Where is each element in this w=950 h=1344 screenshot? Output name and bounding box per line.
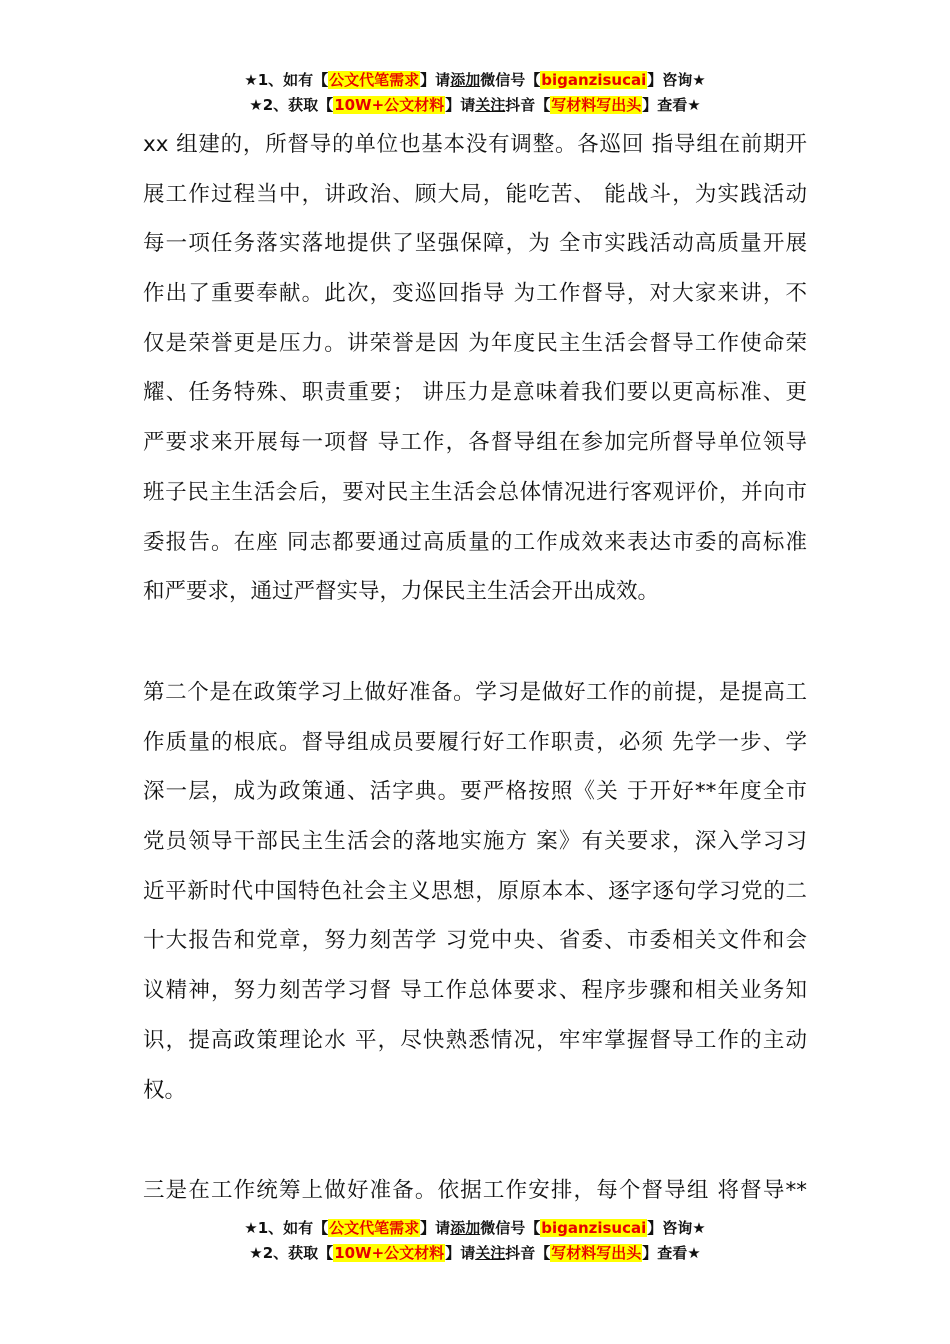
promo-line-1 [0, 1216, 950, 1241]
text-line: 班子民主生活会后，要对民主生活会总体情况进行客观评价，并向市 [143, 479, 807, 505]
promo-text: ★2、获取【 [249, 1244, 334, 1262]
body-paragraph-3 [143, 1166, 807, 1216]
text-line: 和严要求，通过严督实导，力保民主生活会开出成效。 [143, 579, 660, 605]
text-line: 委报告。在座 同志都要通过高质量的工作成效来表达市委的高标准 [143, 529, 807, 555]
text-line: 第二个是在政策学习上做好准备。学习是做好工作的前提，是提高工 [143, 680, 807, 705]
text-line: 仅是荣誉更是压力。讲荣誉是因 为年度民主生活会督导工作使命荣 [143, 330, 807, 356]
promo-text: 】查看★ [642, 96, 701, 114]
promo-emphasis: 关注 [475, 96, 506, 114]
promo-highlight-douyin: 写材料写出头 [551, 1244, 642, 1262]
promo-highlight-wechat-id: biganzisucai [541, 1219, 647, 1237]
promo-text: 微信号【 [480, 71, 541, 89]
promo-banner-bottom [0, 1216, 950, 1266]
promo-text: ★1、如有【 [244, 1219, 329, 1237]
text-line: 作质量的根底。督导组成员要履行好工作职责，必须 先学一步、学 [143, 729, 807, 755]
promo-text: 】咨询★ [647, 1219, 706, 1237]
promo-line-1 [0, 68, 950, 93]
promo-text: 】查看★ [642, 1244, 701, 1262]
text-line: 三是在工作统筹上做好准备。依据工作安排，每个督导组 将督导** [143, 1178, 807, 1203]
promo-text: 】咨询★ [647, 71, 706, 89]
promo-line-2 [0, 93, 950, 118]
promo-emphasis: 添加 [450, 1219, 481, 1237]
promo-text: ★2、获取【 [249, 96, 334, 114]
promo-emphasis: 关注 [475, 1244, 506, 1262]
body-paragraph-2 [143, 668, 807, 1115]
promo-text: 】请 [420, 1219, 451, 1237]
promo-banner-top [0, 68, 950, 118]
promo-highlight-douyin: 写材料写出头 [551, 96, 642, 114]
promo-highlight-service: 公文代笔需求 [329, 71, 420, 89]
promo-text: 抖音【 [505, 1244, 551, 1262]
text-line: 作出了重要奉献。此次，变巡回指导 为工作督导，对大家来讲，不 [143, 281, 807, 307]
text-line: 近平新时代中国特色社会主义思想，原原本本、逐字逐句学习党的二 [143, 878, 807, 904]
promo-text: 抖音【 [505, 96, 551, 114]
text-line: 十大报告和党章，努力刻苦学 习党中央、省委、市委相关文件和会 [143, 928, 807, 954]
promo-text: 微信号【 [480, 1219, 541, 1237]
text-line: 每一项任务落实落地提供了坚强保障，为 全市实践活动高质量开展 [143, 231, 807, 257]
promo-line-2 [0, 1241, 950, 1266]
text-line: 党员领导干部民主生活会的落地实施方 案》有关要求，深入学习习 [143, 829, 807, 855]
promo-text: 】请 [445, 1244, 476, 1262]
promo-text: 】请 [420, 71, 451, 89]
text-line: 深一层，成为政策通、活字典。要严格按照《关 于开好**年度全市 [143, 779, 807, 805]
text-line: 议精神，努力刻苦学习督 导工作总体要求、程序步骤和相关业务知 [143, 978, 807, 1004]
promo-highlight-materials: 10W+公文材料 [334, 96, 445, 114]
promo-highlight-wechat-id: biganzisucai [541, 71, 647, 89]
promo-highlight-service: 公文代笔需求 [329, 1219, 420, 1237]
text-line: 严要求来开展每一项督 导工作，各督导组在参加完所督导单位领导 [143, 430, 807, 456]
text-line: 识，提高政策理论水 平，尽快熟悉情况，牢牢掌握督导工作的主动 [143, 1027, 807, 1053]
body-paragraph-1 [143, 120, 807, 617]
text-line: xx 组建的，所督导的单位也基本没有调整。各巡回 指导组在前期开 [143, 132, 807, 157]
text-line: 展工作过程当中，讲政治、顾大局，能吃苦、 能战斗，为实践活动 [143, 181, 807, 207]
text-line: 耀、任务特殊、职责重要； 讲压力是意味着我们要以更高标准、更 [143, 380, 807, 406]
promo-emphasis: 添加 [450, 71, 481, 89]
promo-highlight-materials: 10W+公文材料 [334, 1244, 445, 1262]
promo-text: 】请 [445, 96, 476, 114]
promo-text: ★1、如有【 [244, 71, 329, 89]
text-line: 权。 [143, 1077, 187, 1103]
